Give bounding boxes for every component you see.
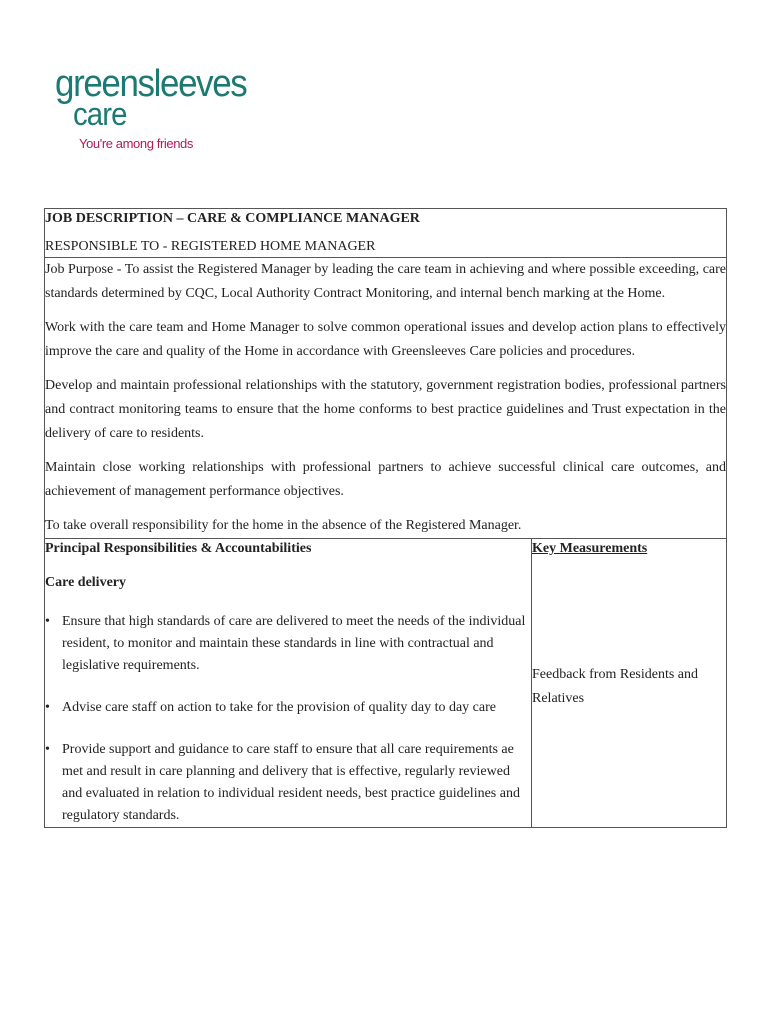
responsibilities-heading: Principal Responsibilities & Accountabilities <box>45 541 312 556</box>
bullet-icon: • <box>45 742 50 757</box>
responsibilities-list <box>45 611 531 827</box>
measurements-cell <box>532 539 727 828</box>
job-description-table <box>44 208 727 828</box>
logo-tagline: You're among friends <box>79 136 193 151</box>
list-item <box>45 739 531 827</box>
purpose-paragraph: Job Purpose - To assist the Registered Manager by leading the care team in achieving and where possible exceeding, care standards determined by CQC, Local Authority Contract Monitoring, and internal bench marking at the Home. <box>45 262 726 301</box>
list-item-text: Provide support and guidance to care staff to ensure that all care requirements ae met and result in care planning and delivery that is effective, regularly reviewed and evaluated in relation to individual resident needs, best practice guidelines and regulatory standards. <box>62 742 520 823</box>
header-cell <box>45 209 727 258</box>
purpose-paragraph: Develop and maintain professional relationships with the statutory, government registration bodies, professional partners and contract monitoring teams to ensure that the home conforms to best practice guidelines and Trust expectation in the delivery of care to residents. <box>45 378 726 441</box>
bullet-icon: • <box>45 614 50 629</box>
header-row <box>45 209 727 258</box>
purpose-paragraph: To take overall responsibility for the home in the absence of the Registered Manager. <box>45 518 522 533</box>
care-delivery-heading: Care delivery <box>45 575 126 590</box>
logo-care-text: care <box>73 96 127 132</box>
list-item-text: Advise care staff on action to take for the provision of quality day to day care <box>62 700 496 715</box>
purpose-cell <box>45 258 727 539</box>
purpose-paragraph: Maintain close working relationships with professional partners to achieve successful clinical care outcomes, and achievement of management performance objectives. <box>45 460 726 499</box>
purpose-row <box>45 258 727 539</box>
responsibilities-cell <box>45 539 532 828</box>
list-item <box>45 697 531 719</box>
bullet-icon: • <box>45 700 50 715</box>
company-logo <box>55 63 263 151</box>
logo-brand-text: greensleeves <box>55 63 247 105</box>
list-item-text: Ensure that high standards of care are delivered to meet the needs of the individual resident, to monitor and maintain these standards in line with contractual and legislative requirements. <box>62 614 526 673</box>
key-measurement-text: Feedback from Residents and Relatives <box>532 667 699 706</box>
job-title: JOB DESCRIPTION – CARE & COMPLIANCE MANAGER <box>45 211 420 226</box>
key-measurements-heading: Key Measurements <box>532 541 648 556</box>
responsible-to: RESPONSIBLE TO - REGISTERED HOME MANAGER <box>45 239 376 254</box>
responsibilities-row <box>45 539 727 828</box>
purpose-paragraph: Work with the care team and Home Manager to solve common operational issues and develop action plans to effectively improve the care and quality of the Home in accordance with Greensleeves Care policies and procedures. <box>45 320 726 359</box>
list-item <box>45 611 531 677</box>
